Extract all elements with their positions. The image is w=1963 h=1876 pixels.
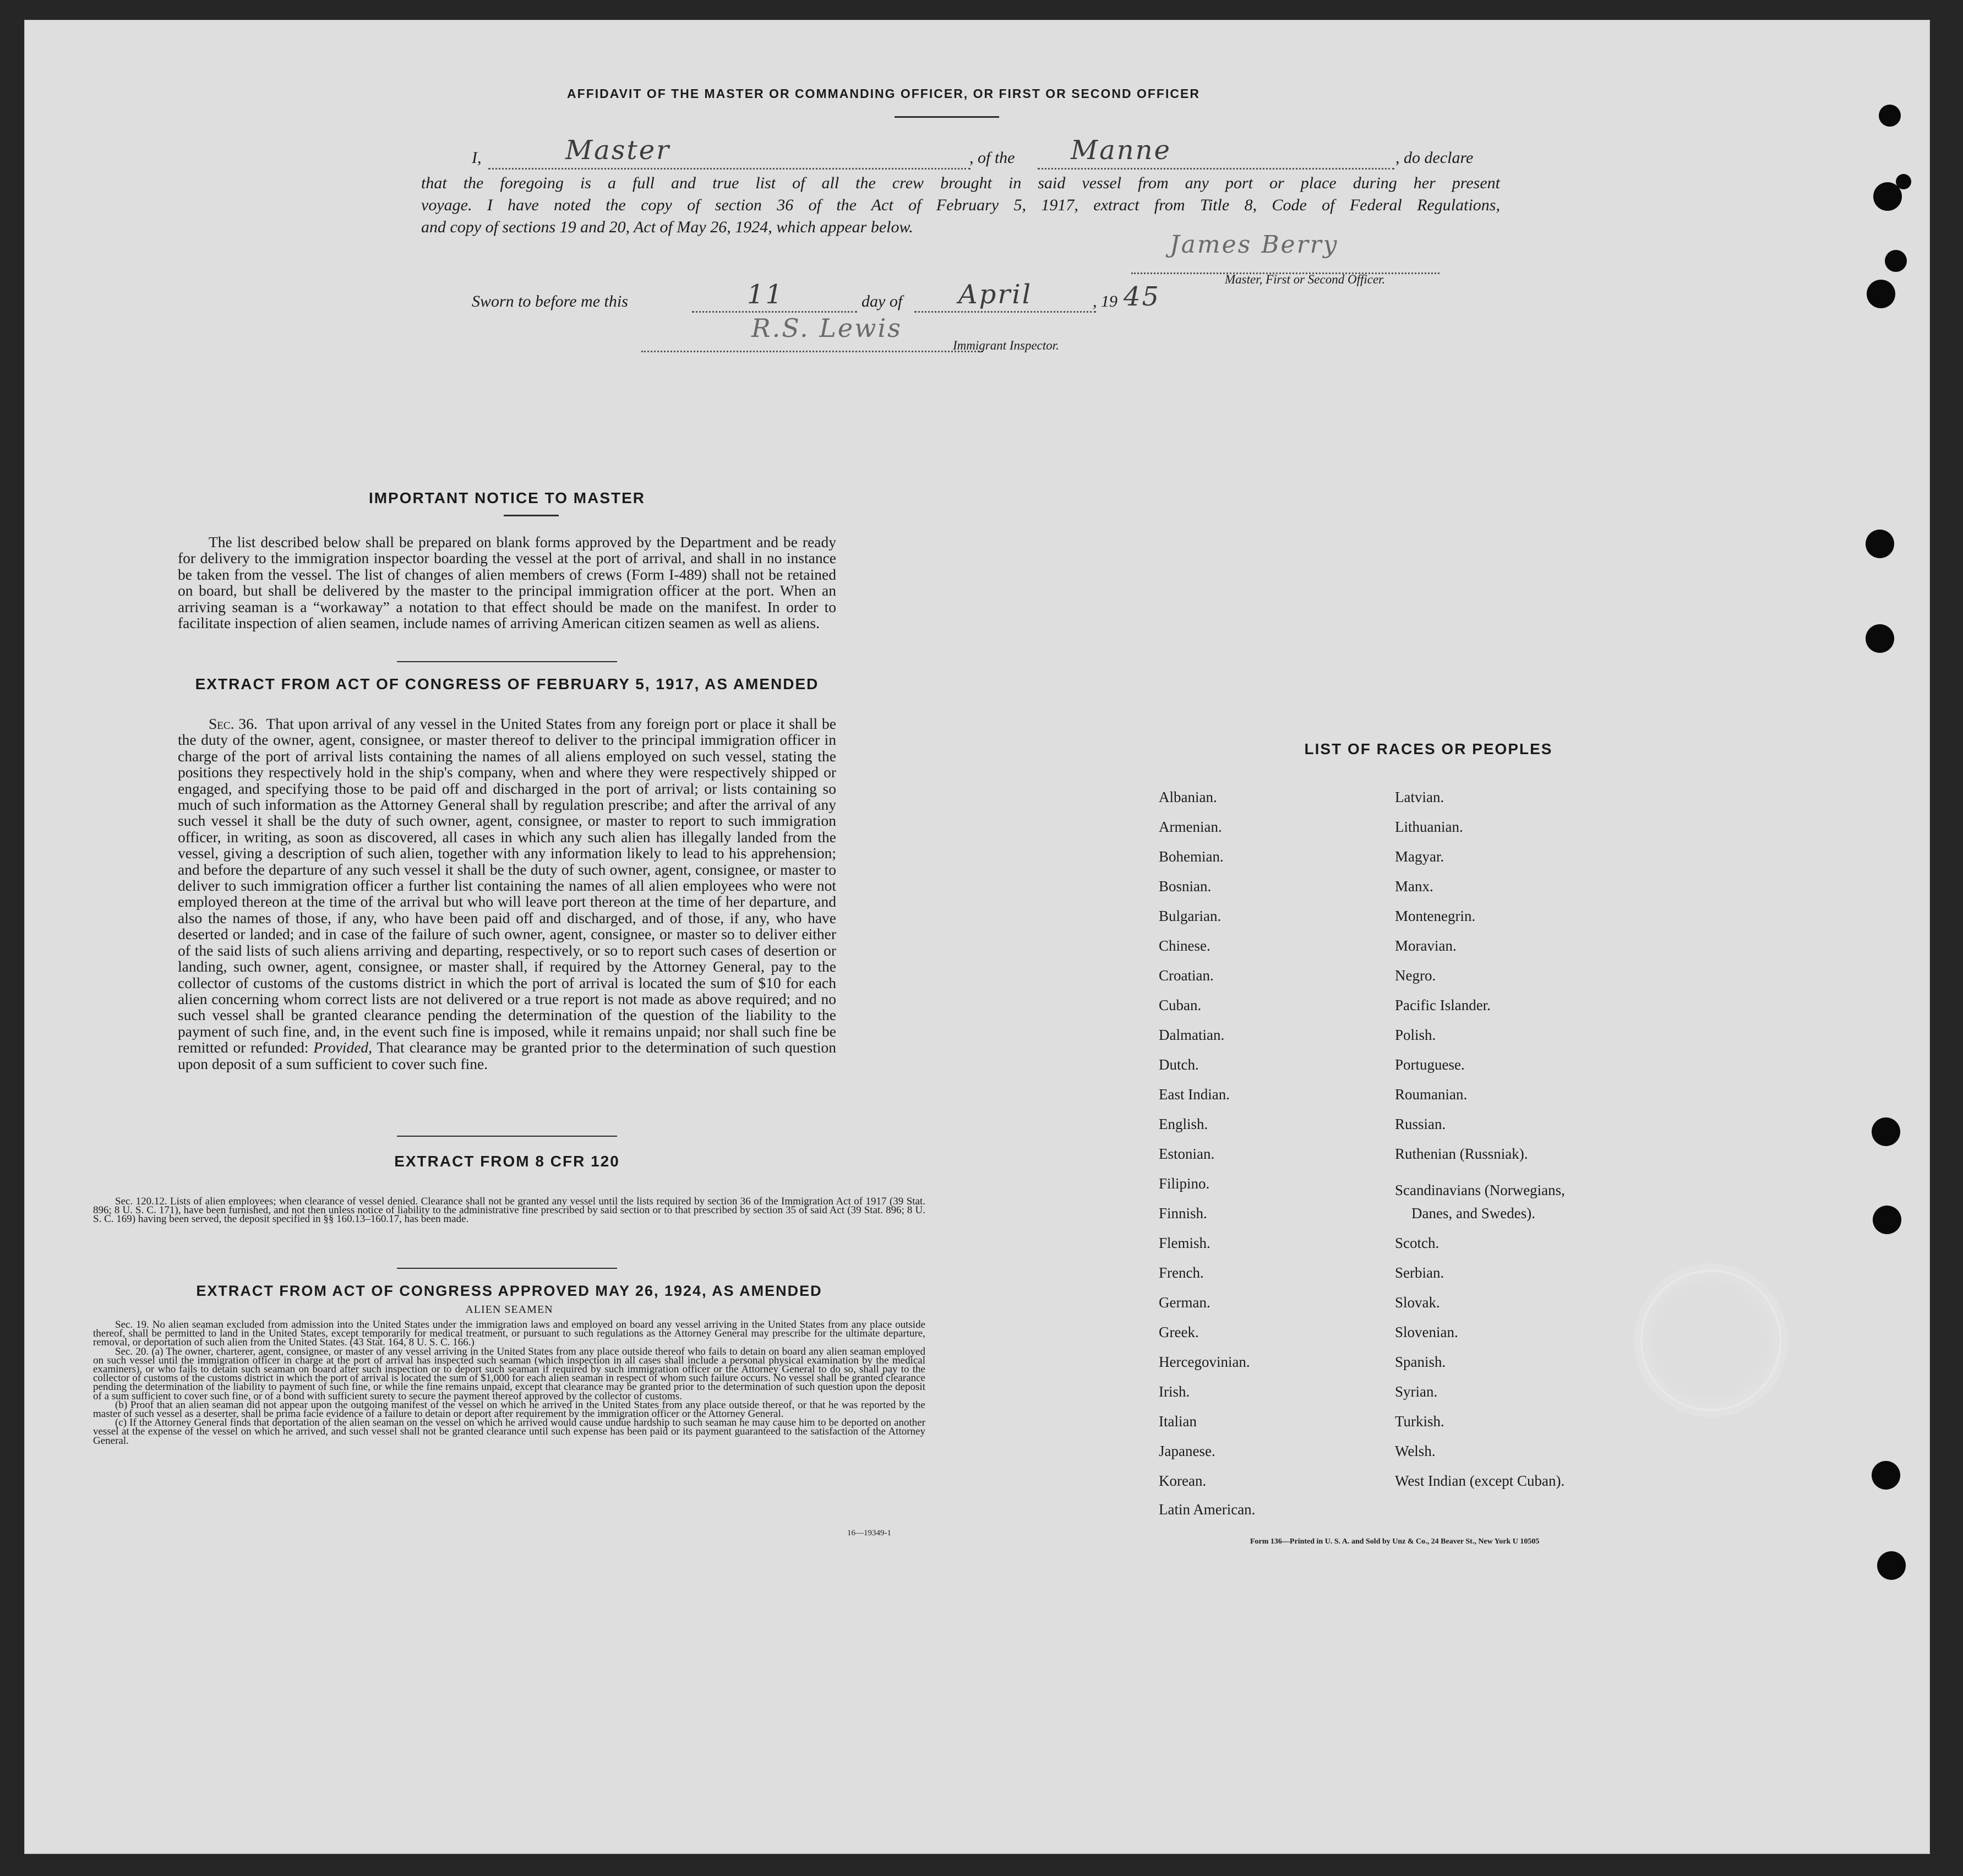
race-item: Portuguese.	[1395, 1056, 1465, 1073]
race-item: Hercegovinian.	[1159, 1354, 1250, 1370]
sworn-year-handwritten: 45	[1124, 281, 1161, 312]
master-name-handwritten: Master	[565, 135, 671, 166]
punch-hole-icon	[1885, 250, 1907, 272]
vessel-name-field	[1038, 135, 1394, 170]
i-label: I,	[472, 149, 482, 167]
inspector-caption: Immigrant Inspector.	[953, 339, 1059, 352]
race-item: Montenegrin.	[1395, 908, 1476, 924]
punch-hole-icon	[1873, 182, 1902, 211]
inspector-signature: R.S. Lewis	[751, 313, 902, 343]
race-item: French.	[1159, 1264, 1204, 1281]
notice-title: IMPORTANT NOTICE TO MASTER	[368, 489, 646, 506]
extract-1917-title: EXTRACT FROM ACT OF CONGRESS OF FEBRUARY 5, 1917, AS AMENDED	[195, 675, 819, 692]
extract-1924-title: EXTRACT FROM ACT OF CONGRESS APPROVED MAY 26, 1924, AS AMENDED	[196, 1283, 822, 1299]
affidavit-body-line-1: that the foregoing is a full and true list of all the crew brought in said vessel from any port or place during her present	[421, 174, 1500, 192]
sec-19-text: Sec. 19. No alien seaman excluded from admission into the United States under the immigration laws and employed on board any vessel arriving in the United States from any place outside thereof, shall be permitted to land in the United States, except temporarily for medical treatment, or pursuant to such regulations as the Attorney General may prescribe for the ultimate departure, removal, or deportation of such alien from the United States. (43 Stat. 164, 8 U. S. C. 166.)	[93, 1319, 925, 1349]
title-divider	[895, 116, 999, 118]
notice-title-divider	[504, 515, 559, 516]
race-item: Bosnian.	[1159, 878, 1212, 895]
race-item: Latin American.	[1159, 1501, 1256, 1518]
punch-hole-icon	[1877, 1551, 1906, 1580]
extract-1924-text	[93, 1321, 925, 1446]
of-the-label: , of the	[969, 149, 1015, 167]
race-item: Bulgarian.	[1159, 908, 1222, 924]
sworn-label: Sworn to before me this	[472, 292, 628, 310]
race-item: Ruthenian (Russniak).	[1395, 1146, 1528, 1162]
affidavit-body	[421, 172, 1500, 238]
race-item: German.	[1159, 1294, 1210, 1311]
race-item: Serbian.	[1395, 1264, 1444, 1281]
race-item: Armenian.	[1159, 819, 1222, 835]
sec-20a-text: Sec. 20. (a) The owner, charterer, agent, consignee, or master of any vessel arriving in the United States from any place outside thereof who fails to detain on board any alien seaman employed on such vessel until the immigration officer in charge at the port of arrival has inspected such seaman (which inspection in all cases shall include a personal physical examination by the medical examiners), or who fails to detain such seaman on board after such inspection or to deport such seaman if required by such immigration officer or the Attorney General to do so, shall pay to the collector of customs of the customs district in which the port of arrival is located the sum of $1,000 for each alien seaman in respect of whom such failure occurs. No vessel shall be granted clearance pending the determination of the liability to payment of such fine, or while the fine remains unpaid, except that clearance may be granted prior to the determination of such question upon the deposit of a sum sufficient to cover such fine, or of a bond with sufficient surety to secure the payment thereof approved by the collector of customs.	[93, 1345, 925, 1402]
race-item: Slovenian.	[1395, 1324, 1458, 1340]
sworn-month-field	[914, 279, 1096, 313]
sworn-month-handwritten: April	[958, 279, 1033, 310]
race-item: Scotch.	[1395, 1235, 1439, 1251]
form-sheet	[24, 20, 1930, 1854]
race-item: Estonian.	[1159, 1146, 1215, 1162]
race-item: Russian.	[1395, 1116, 1446, 1132]
race-item: Lithuanian.	[1395, 819, 1463, 835]
notice-text: The list described below shall be prepared on blank forms approved by the Department and be ready for delivery to the immigration inspector boarding the vessel at the port of arrival, and shall in no instance be taken from the vessel. The list of changes of alien members of crews (Form I-489) shall not be retained on board, but shall be delivered by the master to the principal immigration officer at the port. When an arriving seaman is a “workaway” a notation to that effect should be made on the manifest. In order to facilitate inspection of alien seamen, include names of arriving American citizen seamen as well as aliens.	[178, 533, 836, 632]
master-name-field	[488, 135, 970, 170]
race-item: Chinese.	[1159, 937, 1210, 954]
race-item: Polish.	[1395, 1027, 1436, 1043]
race-item: Moravian.	[1395, 937, 1457, 954]
printer-footer: Form 136—Printed in U. S. A. and Sold by Unz & Co., 24 Beaver St., New York U 10505	[1250, 1537, 1540, 1546]
punch-hole-icon	[1866, 624, 1894, 653]
race-item: Greek.	[1159, 1324, 1199, 1340]
race-item: Dalmatian.	[1159, 1027, 1225, 1043]
race-item: Pacific Islander.	[1395, 997, 1491, 1013]
section-36-body: That upon arrival of any vessel in the United States from any foreign port or place it shall be the duty of the owner, agent, consignee, or master thereof to deliver to the principal immigration officer in charge of the port of arrival lists containing the names of all aliens employed on such vessel, stating the positions they respectively hold in the ship's company, when and where they were respectively shipped or engaged, and specifying those to be paid off and discharged in the port of arrival; or lists containing so much of such information as the Attorney General shall by regulation prescribe; and after the arrival of any such vessel it shall be the duty of such owner, agent, consignee, or master to report to such immigration officer, in writing, as soon as discovered, all cases in which any such alien has illegally landed from the vessel, giving a description of such alien, together with any information likely to lead to his apprehension; and before the departure of any such vessel it shall be the duty of such owner, agent, consignee, or master to deliver to such immigration officer a further list containing the names of all alien employees who were not employed thereon at the time of the arrival but who will leave port thereon at the time of her departure, and also the names of those, if any, who have been paid off and discharged, and of those, if any, who have deserted or landed; and in case of the failure of such owner, agent, consignee, or master so to deliver either of the said lists of such aliens arriving and departing, respectively, or so to report such cases of desertion or landing, such owner, agent, consignee, or master shall, if required by the Attorney General, pay to the collector of customs of the customs district in which the port of arrival is located the sum of $10 for each alien concerning whom correct lists are not delivered or a true report is not made as above required; and no such vessel shall be granted clearance pending the determination of the question of the liability to the payment of such fine, and, in the event such fine is imposed, while it remains unpaid; nor shall such fine be remitted or refunded:	[178, 715, 836, 1056]
sworn-day-handwritten: 11	[747, 279, 784, 310]
punch-hole-icon	[1866, 530, 1894, 558]
races-title: LIST OF RACES OR PEOPLES	[1304, 740, 1553, 757]
race-item: Croatian.	[1159, 967, 1214, 984]
affidavit-body-line-3: and copy of sections 19 and 20, Act of May 26, 1924, which appear below.	[421, 218, 913, 236]
form-code: 16—19349-1	[847, 1529, 891, 1537]
race-item: Latvian.	[1395, 789, 1444, 805]
punch-hole-icon	[1879, 105, 1901, 127]
extract-cfr-title: EXTRACT FROM 8 CFR 120	[394, 1153, 620, 1170]
sec-20c-text: (c) If the Attorney General finds that deportation of the alien seaman on the vessel on which he arrived would cause undue hardship to such seaman he may cause him to be deported on another vessel at the expense of the vessel on which he arrived, and such vessel shall not be granted clearance until such expense has been paid or its payment guaranteed to the satisfaction of the Attorney General.	[93, 1417, 925, 1447]
master-signature-line	[1131, 231, 1439, 274]
race-item: Roumanian.	[1395, 1086, 1468, 1103]
extract-cfr-divider	[397, 1268, 617, 1269]
race-item: Manx.	[1395, 878, 1433, 895]
extract-cfr-text: Sec. 120.12. Lists of alien employees; when clearance of vessel denied. Clearance shall not be granted any vessel until the lists required by section 36 of the Immigration Act of 1917 (39 Stat. 896; 8 U. S. C. 171), have been furnished, and not then unless notice of liability to the administrative fine prescribed by said section or to that prescribed by section 35 of said Act (39 Stat. 896; 8 U. S. C. 169) having been served, the deposit specified in §§ 160.13–160.17, has been made.	[93, 1196, 925, 1225]
race-item: Irish.	[1159, 1383, 1190, 1400]
punch-hole-icon	[1873, 1206, 1901, 1234]
race-item: Japanese.	[1159, 1443, 1215, 1459]
race-item: Albanian.	[1159, 789, 1217, 805]
section-36-label: Sec. 36.	[209, 715, 258, 732]
embossed-seal	[1640, 1270, 1781, 1411]
scandinavian-continuation: Danes, and Swedes).	[1411, 1205, 1535, 1221]
race-item: Cuban.	[1159, 997, 1202, 1013]
year-prefix: , 19	[1093, 292, 1117, 310]
race-item: Italian	[1159, 1413, 1197, 1430]
race-item: Syrian.	[1395, 1383, 1438, 1400]
race-item: Slovak.	[1395, 1294, 1440, 1311]
race-item: Finnish.	[1159, 1205, 1207, 1221]
race-item: Negro.	[1395, 967, 1436, 984]
punch-hole-icon	[1867, 280, 1895, 308]
proviso-text: That clearance may be granted prior to the determination of such question upon deposit of a sum sufficient to cover such fine.	[178, 1039, 836, 1072]
race-item: Welsh.	[1395, 1443, 1436, 1459]
notice-divider	[397, 661, 617, 662]
race-item: Magyar.	[1395, 848, 1444, 865]
race-item: Korean.	[1159, 1473, 1207, 1489]
extract-1924-subtitle: ALIEN SEAMEN	[465, 1304, 553, 1316]
day-of-label: day of	[861, 292, 903, 310]
race-item: Scandinavians (Norwegians,	[1395, 1182, 1565, 1198]
race-item: Turkish.	[1395, 1413, 1444, 1430]
race-item: Filipino.	[1159, 1175, 1210, 1192]
race-item: Bohemian.	[1159, 848, 1224, 865]
sworn-day-field	[692, 279, 857, 313]
proviso-word: Provided,	[313, 1039, 373, 1056]
race-item: West Indian (except Cuban).	[1395, 1473, 1565, 1489]
race-item: Flemish.	[1159, 1235, 1210, 1251]
vessel-name-handwritten: Manne	[1071, 135, 1171, 166]
extract-1917-text	[178, 716, 836, 1072]
inspector-signature-line	[641, 313, 983, 352]
race-item: East Indian.	[1159, 1086, 1230, 1103]
punch-hole-icon	[1872, 1461, 1900, 1490]
sec-20b-text: (b) Proof that an alien seaman did not appear upon the outgoing manifest of the vessel on which he arrived in the United States from any place outside thereof, or that he was reported by the master of such vessel as a deserter, shall be prima facie evidence of a failure to detain or deport after requirement by the immigration officer or the Attorney General.	[93, 1399, 925, 1420]
affidavit-title: AFFIDAVIT OF THE MASTER OR COMMANDING OFFICER, OR FIRST OR SECOND OFFICER	[567, 86, 1200, 101]
affidavit-body-line-2: voyage. I have noted the copy of section 36 of the Act of February 5, 1917, extract from Title 8, Code of Federal Regulations,	[421, 196, 1500, 214]
master-signature: James Berry	[1170, 231, 1339, 259]
do-declare-label: , do declare	[1395, 149, 1474, 167]
race-item: Spanish.	[1395, 1354, 1446, 1370]
extract-1917-divider	[397, 1136, 617, 1137]
race-item: Dutch.	[1159, 1056, 1199, 1073]
master-caption: Master, First or Second Officer.	[1225, 272, 1386, 286]
punch-hole-icon	[1872, 1117, 1900, 1146]
race-item: English.	[1159, 1116, 1208, 1132]
